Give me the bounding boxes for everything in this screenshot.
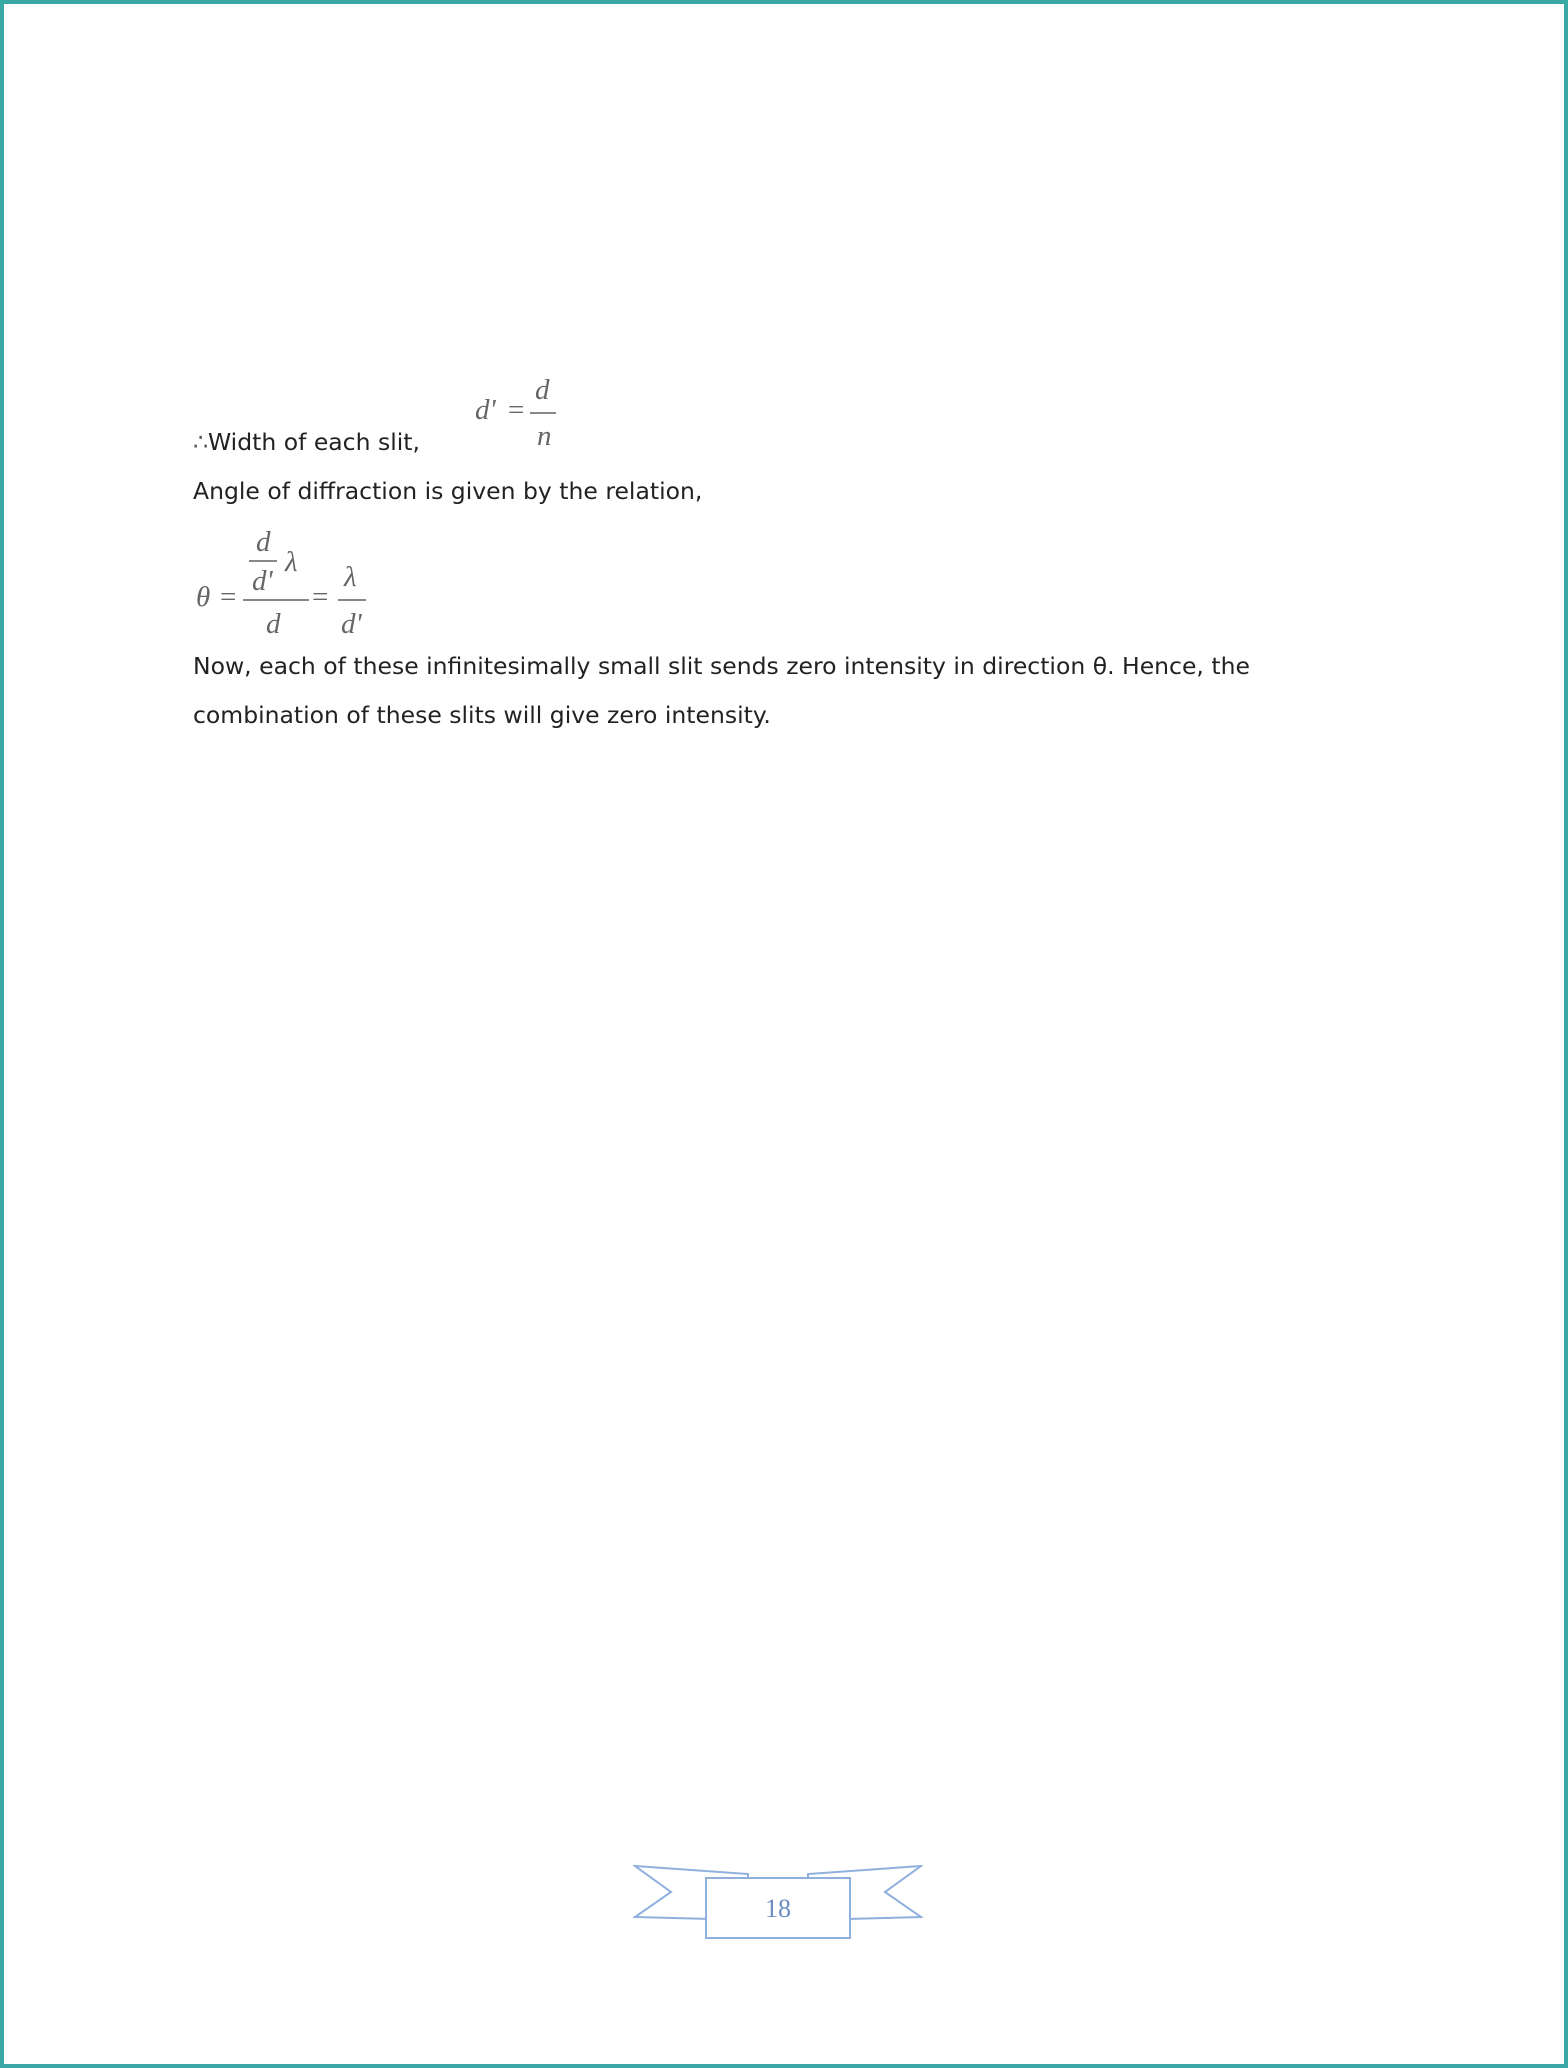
- theta: θ: [196, 581, 211, 613]
- main-fraction-bar: [243, 599, 309, 601]
- inner-fraction-bar: [249, 560, 277, 562]
- angle-intro: Angle of diffraction is given by the relation,: [193, 477, 703, 505]
- result-fraction-bar: [338, 599, 366, 601]
- formula-equals: =: [508, 394, 525, 426]
- result-numerator: λ: [344, 561, 357, 593]
- conclusion-line-1: Now, each of these infinitesimally small slit sends zero intensity in direction θ. Hence, the: [193, 652, 1250, 680]
- fraction-bar: [530, 412, 556, 414]
- inner-numerator: d: [256, 526, 271, 558]
- inner-denominator: d': [252, 565, 273, 597]
- equals-1: =: [220, 581, 237, 613]
- width-label: Width of each slit,: [207, 428, 420, 456]
- formula-numerator: d: [535, 374, 550, 406]
- therefore-symbol: ∴: [193, 428, 208, 456]
- equals-2: =: [312, 581, 329, 613]
- width-line: [193, 427, 420, 457]
- page-number: 18: [765, 1894, 791, 1923]
- result-denominator: d': [341, 608, 362, 640]
- lambda: λ: [285, 546, 298, 578]
- page-number-banner: [633, 1862, 923, 1944]
- conclusion-line-2: combination of these slits will give zero intensity.: [193, 701, 771, 729]
- formula-denominator: n: [537, 420, 552, 452]
- main-denominator: d: [266, 608, 281, 640]
- formula-lhs: d': [475, 394, 496, 426]
